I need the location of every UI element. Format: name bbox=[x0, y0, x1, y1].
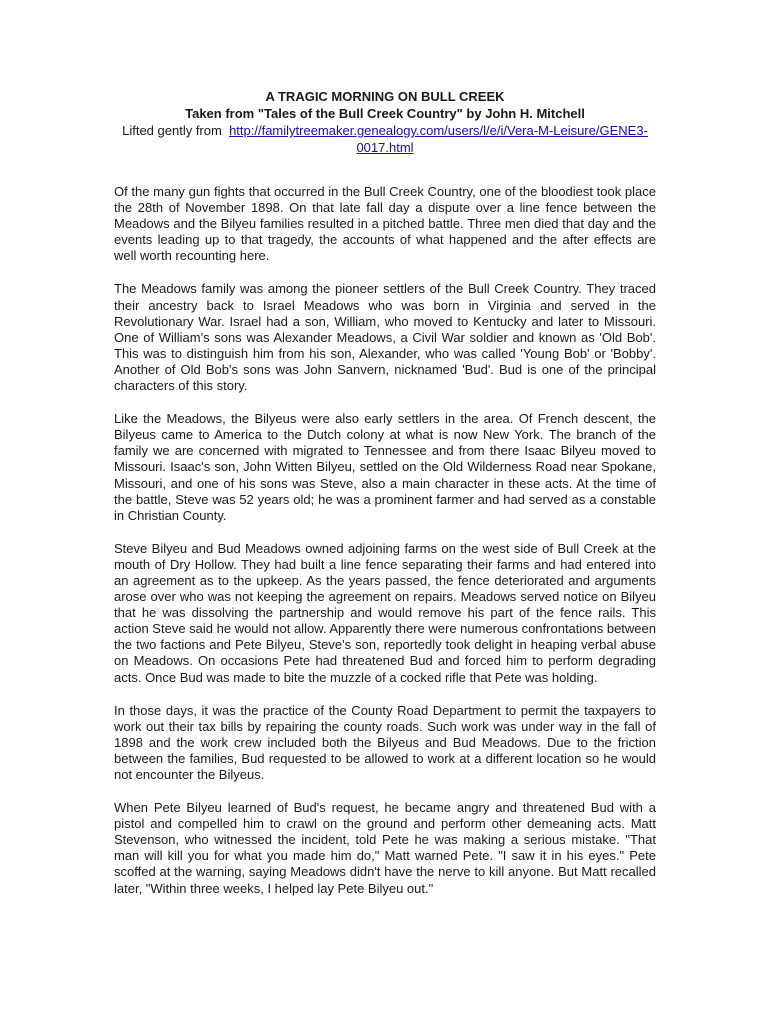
paragraph: Of the many gun fights that occurred in the Bull Creek Country, one of the bloodiest took place the 28th of November 1898. On that late fall day a dispute over a line fence between the Meadows and the Bilyeu families resulted in a pitched battle. Three men died that day and the events leading up to that tragedy, the accounts of what happened and the after effects are well worth recounting here. bbox=[114, 184, 656, 264]
source-link[interactable]: http://familytreemaker.genealogy.com/users/l/e/i/Vera-M-Leisure/GENE3-0017.html bbox=[229, 123, 648, 155]
paragraph: In those days, it was the practice of the County Road Department to permit the taxpayers to work out their tax bills by repairing the county roads. Such work was under way in the fall of 1898 and the work crew included both the Bilyeus and Bud Meadows. Due to the friction between the families, Bud requested to be allowed to work at a different location so he would not encounter the Bilyeus. bbox=[114, 702, 656, 782]
document-subtitle: Taken from "Tales of the Bull Creek Country" by John H. Mitchell bbox=[185, 106, 585, 121]
document-page bbox=[114, 88, 656, 914]
document-body bbox=[114, 184, 656, 897]
paragraph: Like the Meadows, the Bilyeus were also early settlers in the area. Of French descent, the Bilyeus came to America to the Dutch colony at what is now New York. The branch of the family we are concerned with migrated to Tennessee and from there Isaac Bilyeu moved to Missouri. Isaac's son, John Witten Bilyeu, settled on the Old Wilderness Road near Spokane, Missouri, and one of his sons was Steve, also a main character in these acts. At the time of the battle, Steve was 52 years old; he was a prominent farmer and had served as a constable in Christian County. bbox=[114, 411, 656, 523]
paragraph: Steve Bilyeu and Bud Meadows owned adjoining farms on the west side of Bull Creek at the mouth of Dry Hollow. They had built a line fence separating their farms and had entered into an agreement as to the upkeep. As the years passed, the fence deteriorated and arguments arose over who was not keeping the agreement on repairs. Meadows served notice on Bilyeu that he was dissolving the partnership and would remove his part of the fence rails. This action Steve said he would not allow. Apparently there were numerous confrontations between the two factions and Pete Bilyeu, Steve's son, reportedly took delight in heaping verbal abuse on Meadows. On occasions Pete had threatened Bud and forced him to perform degrading acts. Once Bud was made to bite the muzzle of a cocked rifle that Pete was holding. bbox=[114, 540, 657, 685]
paragraph: When Pete Bilyeu learned of Bud's request, he became angry and threatened Bud with a pistol and compelled him to crawl on the ground and perform other demeaning acts. Matt Stevenson, who witnessed the incident, told Pete he was making a serious mistake. "That man will kill you for what you made him do," Matt warned Pete. "I saw it in his eyes." Pete scoffed at the warning, saying Meadows didn't have the nerve to kill anyone. But Matt recalled later, "Within three weeks, I helped lay Pete Bilyeu out." bbox=[114, 800, 656, 896]
source-line bbox=[114, 122, 656, 156]
paragraph: The Meadows family was among the pioneer settlers of the Bull Creek Country. They traced their ancestry back to Israel Meadows who was born in Virginia and served in the Revolutionary War. Israel had a son, William, who moved to Kentucky and later to Missouri. One of William's sons was Alexander Meadows, a Civil War soldier and known as 'Old Bob'. This was to distinguish him from his son, Alexander, who was called 'Young Bob' or 'Bobby'. Another of Old Bob's sons was John Sanvern, nicknamed 'Bud'. Bud is one of the principal characters of this story. bbox=[114, 281, 656, 394]
document-title: A TRAGIC MORNING ON BULL CREEK bbox=[265, 89, 505, 104]
document-header bbox=[114, 88, 656, 156]
source-prefix: Lifted gently from bbox=[122, 123, 222, 138]
